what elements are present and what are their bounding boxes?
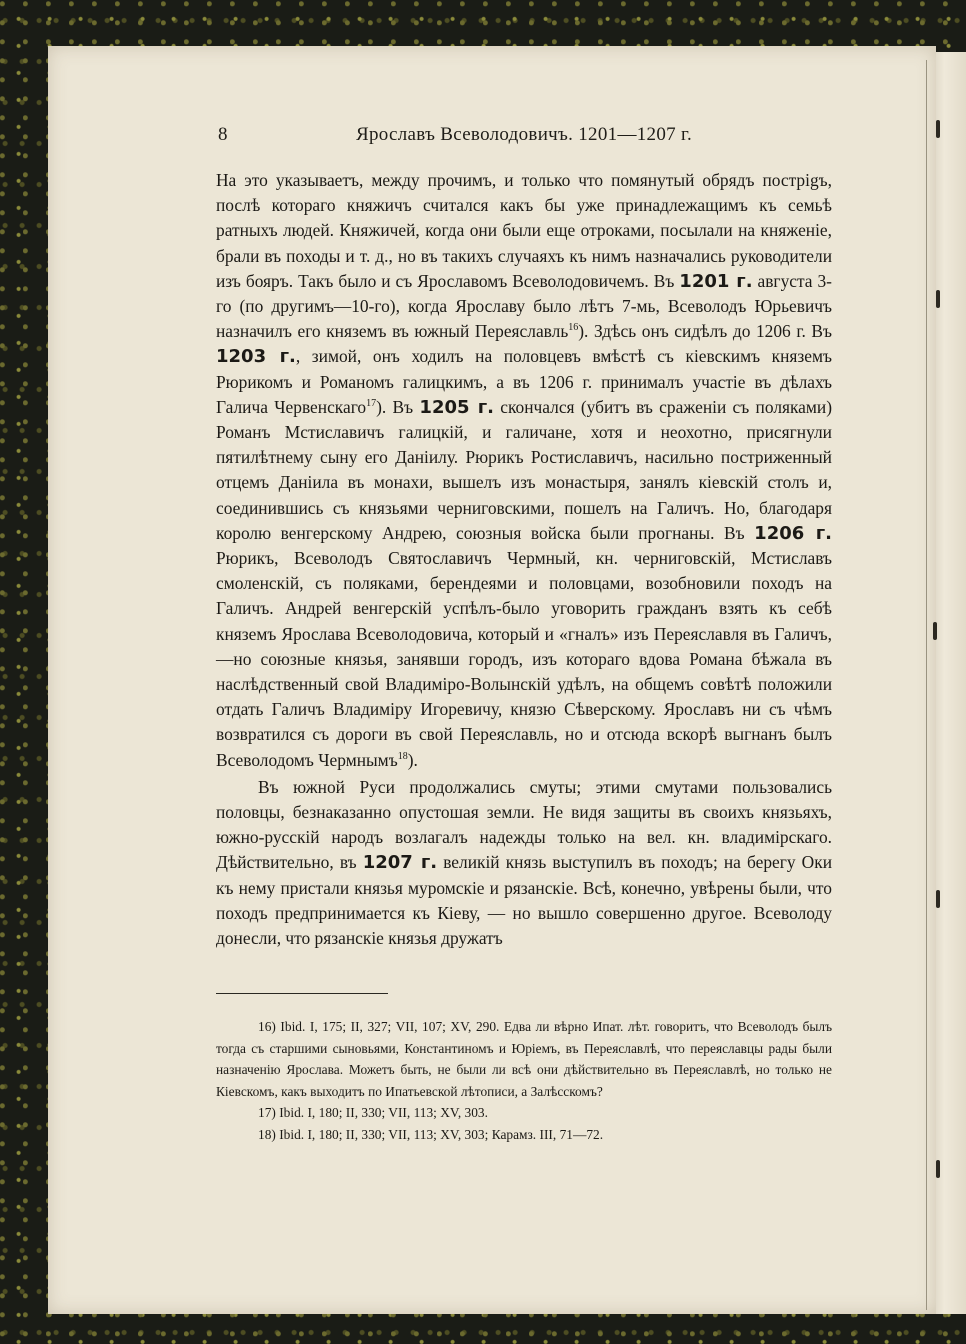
footnote-ref: 18 <box>397 750 408 762</box>
binding-stitch <box>936 120 940 138</box>
footnote-separator <box>216 993 388 994</box>
year-bold: 1201 г. <box>679 270 753 292</box>
footnote-18: 18) Ibid. I, 180; II, 330; VII, 113; XV, 303; Карамз. III, 71—72. <box>258 1126 604 1142</box>
page-number: 8 <box>218 124 228 145</box>
paragraph-1: На это указываетъ, между прочимъ, и только что помянутый обрядъ пострigъ, послѣ котораго княжичъ считался какъ бы уже принадлежащимъ къ семьѣ ратныхъ людей. Княжичей, когда они были еще отроками, посылали на княженіе, брали въ походы и т. д., но въ такихъ случаяхъ къ нимъ назначались руководители изъ бояръ. Такъ было и съ Ярославомъ Всеволодовичемъ. Въ 1201 г. августа 3-го (по другимъ—10-го), когда Ярославу было лѣтъ 7-мь, Всеволодъ Юрьевичъ назначилъ его княземъ въ южный Переяславль$^{16}$). Здѣсь онъ сидѣлъ до 1206 г. Въ 1203 г., зимой, онъ ходилъ на половцевъ вмѣстѣ съ кіевскимъ княземъ Рюрикомъ и Романомъ галицкимъ, а въ 1206 г. принималъ участіе въ дѣлахъ Галича Червенскаго$^{17}$). Въ 1205 г. скончался (убитъ въ сраженіи съ поляками) Романъ Мстиславичъ галицкій, и галичане, хотя и неохотно, присягнули пятилѣтнему сыну его Даніилу. Рюрикъ Ростиславичъ, насильно постриженный отцемъ Даніила въ монахи, вышелъ изъ монастыря, занялъ кіевскій столъ и, соединившись съ князьями черниговскими, пошелъ на Галичъ. Но, благодаря королю венгерскому Андрею, союзныя войска были прогнаны. Въ 1206 г. Рюрикъ, Всеволодъ Святославичъ Чермный, кн. черниговскій, Мстиславъ смоленскій, съ поляками, берендеями и половцами, возобновили походъ на Галичъ. Андрей венгерскій успѣлъ-было уговорить гражданъ взять къ себѣ княземъ Ярослава Всеволодовича, который и «гналъ» изъ Переяславля въ Галичъ,—но союзные князья, занявши городъ, изъ котораго вдова Романа бѣжала въ наслѣдственный свой Владиміро-Волынскій удѣлъ, на общемъ совѣтѣ положили отдать Галичъ Владиміру Игоревичу, князю Сѣверскому. Ярославъ ни съ чѣмъ возвратился съ дороги въ свой Переяславль, но и отсюда вскорѣ выгнанъ былъ Всеволодомъ Чермнымъ$^{18}$). <box>216 170 833 770</box>
chapter-title: Ярославъ Всеволодовичъ. 1201—1207 г. <box>356 124 692 145</box>
binding-stitch <box>933 622 937 640</box>
footnote-17: 17) Ibid. I, 180; II, 330; VII, 113; XV, 303. <box>258 1105 488 1120</box>
footnote-16: 16) Ibid. I, 175; II, 327; VII, 107; XV, 290. Едва ли вѣрно Ипат. лѣт. говоритъ, что Всеволодъ былъ тогда съ старшими сыновьями, Константиномъ и Юріемъ, въ Переяславлѣ, что переяславцы рады были назначенію Ярослава. Можетъ быть, не были ли всѣ они дѣйствительно въ Переяславлѣ, но только не Кіевскомъ, какъ выходитъ по Ипатьевской лѣтописи, а Залѣсскомъ? <box>216 1019 832 1099</box>
paragraph-2: Въ южной Руси продолжались смуты; этими смутами пользовались половцы, безнаказанно опустошая земли. Не видя защиты въ своихъ князьяхъ, южно-русскій народъ возлагалъ надежды только на вел. кн. владимірскаго. Дѣйствительно, въ 1207 г. великій князь выступилъ въ походъ; на берегу Оки къ нему пристали князья муромскіе и рязанскіе. Всѣ, конечно, увѣрены были, что походъ предпринимается къ Кіеву, — но вышло совершенно другое. Всеволоду донесли, что рязанскіе князья дружатъ <box>216 776 832 949</box>
binding-stitch <box>936 890 940 908</box>
footnote-ref: 16 <box>568 322 579 334</box>
page-gutter <box>926 60 941 1310</box>
year-bold: 1203 г. <box>216 346 296 368</box>
year-bold: 1206 г. <box>754 522 832 544</box>
binding-stitch <box>936 290 940 308</box>
body-text <box>216 168 832 951</box>
year-bold: 1207 г. <box>362 852 438 874</box>
running-head <box>218 124 830 154</box>
footnotes <box>216 1016 832 1145</box>
year-bold: 1205 г. <box>419 396 494 418</box>
footnote-ref: 17 <box>366 398 377 410</box>
binding-stitch <box>936 1160 940 1178</box>
